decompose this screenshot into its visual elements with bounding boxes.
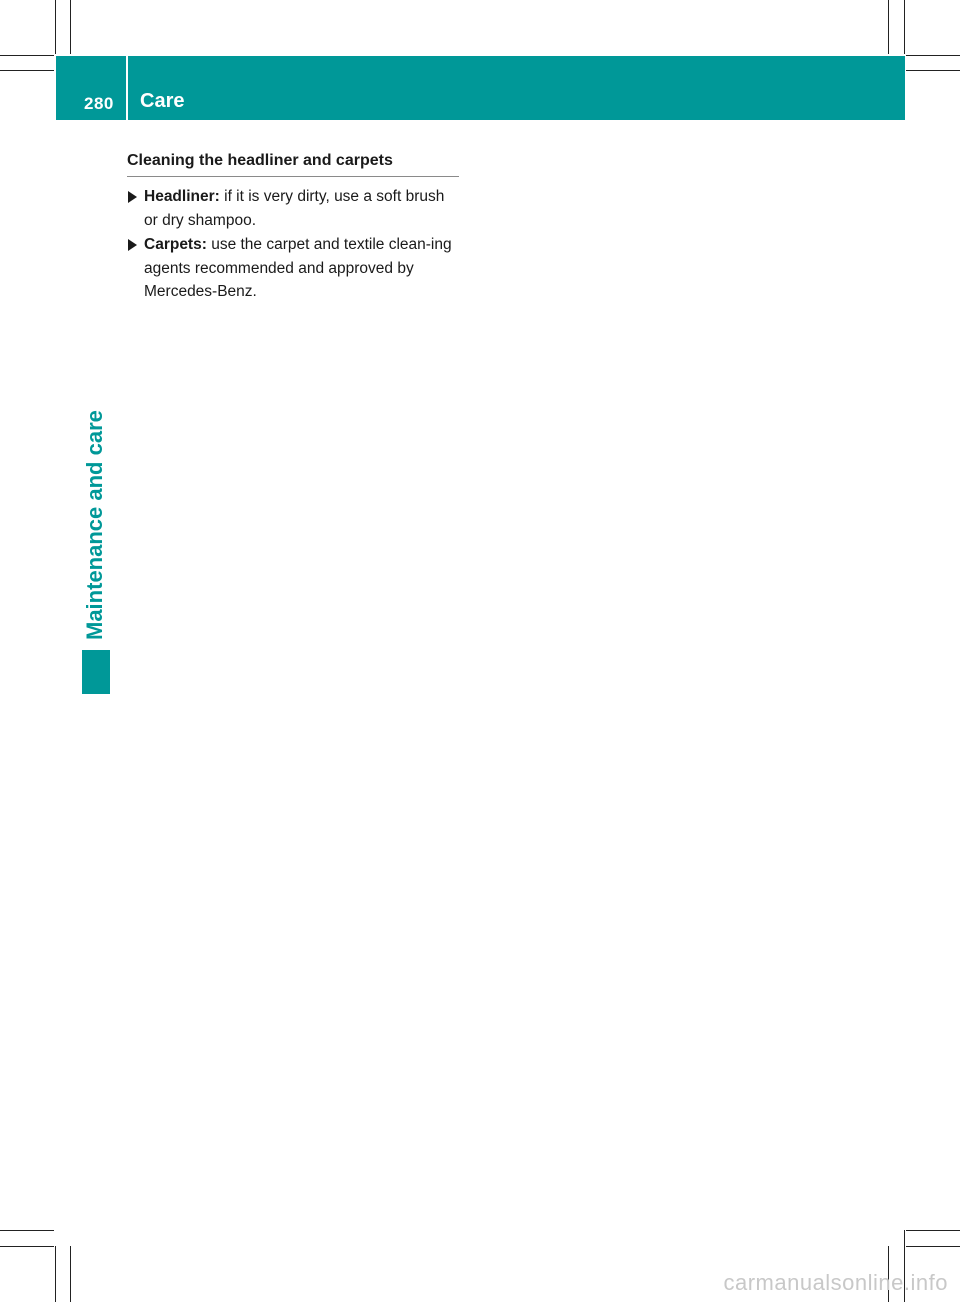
crop-mark	[888, 0, 889, 54]
section-title: Care	[140, 90, 185, 112]
side-tab-block	[82, 650, 110, 694]
arrow-bullet-icon	[128, 191, 137, 203]
crop-mark	[0, 70, 54, 71]
item-term: Carpets:	[144, 236, 207, 253]
crop-mark	[70, 1246, 71, 1302]
crop-mark	[55, 1246, 56, 1302]
header-divider	[126, 56, 128, 120]
crop-mark	[0, 55, 54, 56]
watermark: carmanualsonline.info	[723, 1270, 948, 1295]
content-heading: Cleaning the headliner and carpets	[127, 152, 459, 177]
list-item	[127, 185, 459, 232]
item-text: use the carpet and textile clean-ing agents recommended and approved by Mercedes-Benz.	[144, 236, 452, 300]
list-item	[127, 233, 459, 304]
crop-mark	[906, 1246, 960, 1247]
crop-mark	[906, 70, 960, 71]
crop-mark	[70, 0, 71, 54]
page-number: 280	[84, 94, 114, 113]
item-term: Headliner:	[144, 188, 220, 205]
content-section	[127, 152, 459, 305]
crop-mark	[904, 0, 905, 54]
crop-mark	[55, 0, 56, 54]
side-tab-label: Maintenance and care	[82, 410, 107, 640]
crop-mark	[906, 1230, 960, 1231]
crop-mark	[906, 55, 960, 56]
item-text: if it is very dirty, use a soft brush or dry shampoo.	[144, 188, 445, 229]
arrow-bullet-icon	[128, 239, 137, 251]
crop-mark	[0, 1230, 54, 1231]
instruction-list	[127, 185, 459, 304]
crop-mark	[0, 1246, 54, 1247]
